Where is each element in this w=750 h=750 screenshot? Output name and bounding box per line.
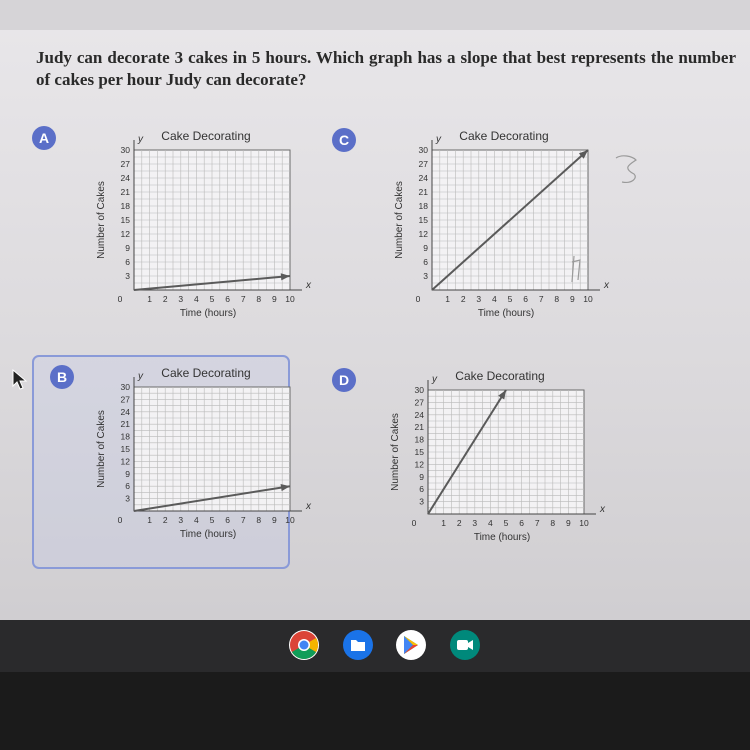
x-tick-label: 9 bbox=[566, 518, 571, 528]
y-tick-label: 3 bbox=[419, 496, 424, 507]
x-tick-label: 5 bbox=[209, 515, 215, 525]
x-tick-label: 4 bbox=[488, 518, 493, 528]
x-tick-label: 0 bbox=[117, 515, 123, 525]
y-tick-label: 18 bbox=[414, 434, 424, 445]
answer-option-b[interactable] bbox=[32, 355, 311, 569]
x-tick-label: 8 bbox=[550, 518, 556, 528]
x-tick-label: 2 bbox=[162, 294, 168, 304]
y-tick-label: 15 bbox=[418, 215, 428, 225]
y-tick-label: 3 bbox=[125, 271, 130, 281]
x-tick-label: 8 bbox=[256, 294, 262, 304]
x-tick-label: 4 bbox=[194, 515, 199, 525]
x-tick-label: 7 bbox=[240, 294, 246, 304]
x-tick-label: 8 bbox=[554, 294, 560, 304]
y-axis-title: Number of Cakes bbox=[390, 413, 401, 491]
y-tick-label: 21 bbox=[414, 422, 424, 433]
x-tick-label: 5 bbox=[209, 294, 215, 304]
y-tick-label: 6 bbox=[423, 257, 428, 267]
x-tick-label: 7 bbox=[534, 518, 540, 528]
x-tick-label: 10 bbox=[583, 294, 593, 304]
x-axis-letter: x bbox=[306, 501, 311, 512]
x-tick-label: 2 bbox=[162, 515, 168, 525]
y-tick-label: 12 bbox=[418, 229, 428, 239]
y-tick-label: 30 bbox=[414, 385, 424, 395]
y-tick-label: 15 bbox=[414, 447, 424, 457]
answer-option-c[interactable] bbox=[328, 118, 609, 348]
y-tick-label: 30 bbox=[418, 145, 428, 155]
x-tick-label: 1 bbox=[147, 294, 152, 304]
x-axis-title: Time (hours) bbox=[473, 532, 531, 543]
x-axis-title: Time (hours) bbox=[179, 308, 237, 319]
x-axis-letter: x bbox=[306, 280, 311, 291]
y-axis-title: Number of Cakes bbox=[96, 410, 107, 488]
x-tick-label: 7 bbox=[240, 515, 246, 525]
x-tick-label: 1 bbox=[441, 518, 446, 528]
x-tick-label: 7 bbox=[538, 294, 544, 304]
y-tick-label: 18 bbox=[418, 201, 428, 211]
x-tick-label: 5 bbox=[503, 518, 509, 528]
y-tick-label: 18 bbox=[120, 201, 130, 211]
x-tick-label: 3 bbox=[178, 515, 184, 525]
y-tick-label: 24 bbox=[120, 173, 130, 183]
y-tick-label: 6 bbox=[125, 257, 130, 267]
x-tick-label: 9 bbox=[570, 294, 575, 304]
chart-c bbox=[380, 126, 610, 342]
x-tick-label: 0 bbox=[411, 518, 417, 528]
y-tick-label: 27 bbox=[120, 394, 130, 405]
chart-title: Cake Decorating bbox=[459, 129, 549, 143]
y-tick-label: 6 bbox=[125, 481, 130, 492]
y-tick-label: 24 bbox=[418, 173, 428, 183]
x-tick-label: 9 bbox=[272, 294, 277, 304]
y-tick-label: 27 bbox=[120, 159, 130, 169]
y-tick-label: 24 bbox=[120, 406, 130, 417]
chart-title: Cake Decorating bbox=[161, 129, 251, 143]
x-tick-label: 0 bbox=[415, 294, 421, 304]
x-tick-label: 6 bbox=[519, 518, 524, 528]
y-tick-label: 9 bbox=[125, 243, 130, 253]
x-axis-title: Time (hours) bbox=[179, 529, 237, 540]
x-tick-label: 3 bbox=[472, 518, 478, 528]
y-tick-label: 21 bbox=[120, 187, 130, 197]
y-tick-label: 27 bbox=[418, 159, 428, 169]
play-store-icon[interactable] bbox=[396, 630, 426, 660]
answer-option-a[interactable] bbox=[30, 118, 311, 348]
y-tick-label: 24 bbox=[414, 409, 424, 420]
pencil-scribble bbox=[612, 150, 642, 190]
x-tick-label: 10 bbox=[285, 515, 295, 525]
x-tick-label: 8 bbox=[256, 515, 262, 525]
x-tick-label: 9 bbox=[272, 515, 277, 525]
chart-title: Cake Decorating bbox=[455, 369, 545, 383]
x-tick-label: 0 bbox=[117, 294, 123, 304]
y-tick-label: 15 bbox=[120, 215, 130, 225]
y-tick-label: 3 bbox=[125, 493, 130, 504]
y-tick-label: 9 bbox=[419, 471, 424, 482]
question-text: Judy can decorate 3 cakes in 5 hours. Which graph has a slope that best represents the number of cakes per hour Judy can decorate? bbox=[36, 48, 736, 89]
y-axis-letter: y bbox=[436, 134, 441, 145]
answer-option-d[interactable] bbox=[328, 360, 605, 574]
x-tick-label: 10 bbox=[579, 518, 589, 528]
x-tick-label: 6 bbox=[523, 294, 528, 304]
y-tick-label: 12 bbox=[120, 229, 130, 239]
x-axis-letter: x bbox=[604, 280, 609, 291]
x-axis-letter: x bbox=[600, 504, 605, 515]
x-tick-label: 2 bbox=[456, 518, 462, 528]
y-tick-label: 21 bbox=[418, 187, 428, 197]
chart-a bbox=[82, 126, 312, 342]
y-tick-label: 9 bbox=[125, 468, 130, 479]
meet-icon[interactable] bbox=[450, 630, 480, 660]
x-tick-label: 1 bbox=[147, 515, 152, 525]
y-axis-title: Number of Cakes bbox=[394, 181, 405, 259]
x-tick-label: 4 bbox=[194, 294, 199, 304]
y-tick-label: 3 bbox=[423, 271, 428, 281]
x-tick-label: 2 bbox=[460, 294, 466, 304]
y-tick-label: 12 bbox=[120, 456, 130, 467]
option-letter-badge: C bbox=[332, 128, 356, 152]
x-tick-label: 6 bbox=[225, 294, 230, 304]
y-tick-label: 30 bbox=[120, 382, 130, 392]
chart-b bbox=[82, 363, 312, 563]
top-bar bbox=[0, 0, 750, 30]
x-axis-title: Time (hours) bbox=[477, 308, 535, 319]
x-tick-label: 5 bbox=[507, 294, 513, 304]
y-tick-label: 18 bbox=[120, 431, 130, 442]
y-tick-label: 21 bbox=[120, 419, 130, 430]
mouse-cursor-icon bbox=[12, 369, 28, 391]
y-tick-label: 6 bbox=[419, 484, 424, 495]
y-axis-letter: y bbox=[138, 371, 143, 382]
chart-title: Cake Decorating bbox=[161, 366, 251, 380]
x-tick-label: 4 bbox=[492, 294, 497, 304]
y-tick-label: 30 bbox=[120, 145, 130, 155]
y-tick-label: 27 bbox=[414, 397, 424, 408]
option-letter-badge: B bbox=[50, 365, 74, 389]
files-icon[interactable] bbox=[343, 630, 373, 660]
taskbar bbox=[0, 620, 750, 672]
x-tick-label: 3 bbox=[476, 294, 482, 304]
x-tick-label: 6 bbox=[225, 515, 230, 525]
y-tick-label: 9 bbox=[423, 243, 428, 253]
pencil-scribble bbox=[566, 252, 586, 288]
x-tick-label: 1 bbox=[445, 294, 450, 304]
chrome-icon[interactable] bbox=[289, 630, 319, 660]
chart-d bbox=[376, 366, 606, 566]
x-tick-label: 3 bbox=[178, 294, 184, 304]
y-tick-label: 15 bbox=[120, 444, 130, 454]
y-axis-title: Number of Cakes bbox=[96, 181, 107, 259]
option-letter-badge: D bbox=[332, 368, 356, 392]
y-axis-letter: y bbox=[432, 374, 437, 385]
y-axis-letter: y bbox=[138, 134, 143, 145]
x-tick-label: 10 bbox=[285, 294, 295, 304]
y-tick-label: 12 bbox=[414, 459, 424, 470]
option-letter-badge: A bbox=[32, 126, 56, 150]
